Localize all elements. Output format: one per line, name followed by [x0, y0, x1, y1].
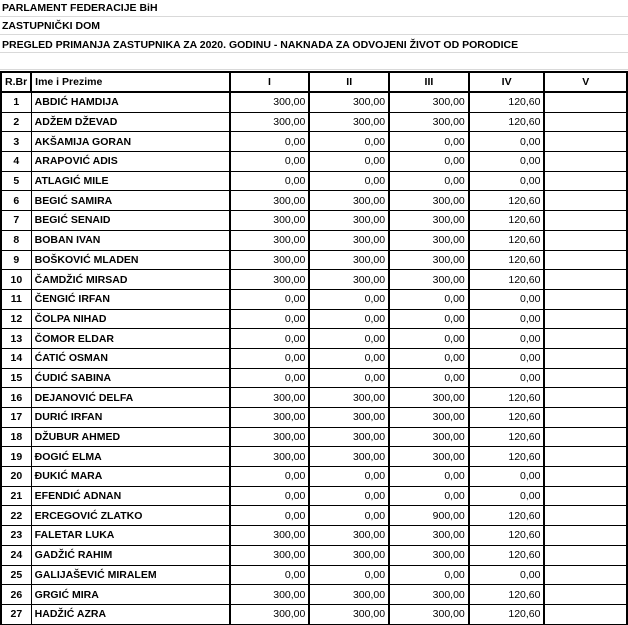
value-v [544, 112, 627, 132]
value-i: 300,00 [230, 191, 310, 211]
value-v [544, 447, 627, 467]
table-row [1, 270, 627, 290]
sheet-gridline [0, 34, 628, 35]
value-iv: 120,60 [469, 526, 545, 546]
row-number: 3 [1, 132, 31, 152]
value-iii: 300,00 [389, 191, 469, 211]
value-i: 0,00 [230, 486, 310, 506]
value-iv: 120,60 [469, 211, 545, 231]
value-i: 0,00 [230, 467, 310, 487]
value-i: 300,00 [230, 408, 310, 428]
value-ii: 0,00 [309, 467, 389, 487]
member-name: ABDIĆ HAMDIJA [31, 92, 229, 112]
col-header-i: I [230, 72, 310, 92]
row-number: 8 [1, 230, 31, 250]
row-number: 12 [1, 309, 31, 329]
table-row [1, 250, 627, 270]
value-v [544, 289, 627, 309]
row-number: 17 [1, 408, 31, 428]
value-ii: 300,00 [309, 526, 389, 546]
value-iv: 120,60 [469, 270, 545, 290]
value-iv: 120,60 [469, 447, 545, 467]
value-iv: 120,60 [469, 408, 545, 428]
table-row [1, 368, 627, 388]
value-iv: 120,60 [469, 92, 545, 112]
value-ii: 0,00 [309, 368, 389, 388]
value-iii: 300,00 [389, 545, 469, 565]
row-number: 14 [1, 348, 31, 368]
value-i: 300,00 [230, 604, 310, 624]
table-row [1, 447, 627, 467]
value-v [544, 329, 627, 349]
row-number: 22 [1, 506, 31, 526]
value-i: 0,00 [230, 348, 310, 368]
value-i: 0,00 [230, 152, 310, 172]
member-name: BEGIĆ SENAID [31, 211, 229, 231]
member-name: BOBAN IVAN [31, 230, 229, 250]
value-iii: 0,00 [389, 309, 469, 329]
table-row [1, 545, 627, 565]
value-ii: 300,00 [309, 230, 389, 250]
value-v [544, 250, 627, 270]
table-row [1, 132, 627, 152]
value-iv: 0,00 [469, 467, 545, 487]
value-ii: 300,00 [309, 92, 389, 112]
table-row [1, 348, 627, 368]
member-name: ĐOGIĆ ELMA [31, 447, 229, 467]
value-iii: 300,00 [389, 604, 469, 624]
value-v [544, 171, 627, 191]
value-ii: 0,00 [309, 132, 389, 152]
value-i: 0,00 [230, 329, 310, 349]
value-iii: 300,00 [389, 211, 469, 231]
value-ii: 300,00 [309, 408, 389, 428]
value-v [544, 467, 627, 487]
value-iii: 0,00 [389, 289, 469, 309]
value-iv: 0,00 [469, 348, 545, 368]
value-v [544, 486, 627, 506]
member-name: DŽUBUR AHMED [31, 427, 229, 447]
member-name: GALIJAŠEVIĆ MIRALEM [31, 565, 229, 585]
table-row [1, 408, 627, 428]
col-header-v: V [544, 72, 627, 92]
col-header-name: Ime i Prezime [31, 72, 229, 92]
row-number: 19 [1, 447, 31, 467]
value-iii: 300,00 [389, 112, 469, 132]
row-number: 16 [1, 388, 31, 408]
value-iv: 120,60 [469, 427, 545, 447]
table-row [1, 427, 627, 447]
row-number: 11 [1, 289, 31, 309]
member-name: ČENGIĆ IRFAN [31, 289, 229, 309]
value-v [544, 270, 627, 290]
value-iv: 0,00 [469, 368, 545, 388]
value-ii: 0,00 [309, 348, 389, 368]
value-iii: 0,00 [389, 368, 469, 388]
value-iv: 0,00 [469, 289, 545, 309]
value-v [544, 191, 627, 211]
value-iii: 300,00 [389, 250, 469, 270]
value-v [544, 506, 627, 526]
row-number: 27 [1, 604, 31, 624]
table-row [1, 467, 627, 487]
header-line-3: PREGLED PRIMANJA ZASTUPNIKA ZA 2020. GODINU - NAKNADA ZA ODVOJENI ŽIVOT OD PORODICE [2, 39, 519, 51]
value-ii: 0,00 [309, 565, 389, 585]
member-name: ARAPOVIĆ ADIS [31, 152, 229, 172]
value-iii: 0,00 [389, 348, 469, 368]
value-i: 0,00 [230, 309, 310, 329]
value-iii: 0,00 [389, 565, 469, 585]
value-ii: 0,00 [309, 486, 389, 506]
member-name: ERCEGOVIĆ ZLATKO [31, 506, 229, 526]
row-number: 13 [1, 329, 31, 349]
value-iv: 120,60 [469, 250, 545, 270]
row-number: 9 [1, 250, 31, 270]
value-v [544, 309, 627, 329]
table-row [1, 152, 627, 172]
value-v [544, 348, 627, 368]
table-row [1, 526, 627, 546]
value-v [544, 211, 627, 231]
value-ii: 0,00 [309, 152, 389, 172]
member-name: EFENDIĆ ADNAN [31, 486, 229, 506]
value-i: 0,00 [230, 506, 310, 526]
value-iii: 300,00 [389, 230, 469, 250]
member-name: DEJANOVIĆ DELFA [31, 388, 229, 408]
row-number: 7 [1, 211, 31, 231]
sheet-gridline [0, 16, 628, 17]
row-number: 26 [1, 585, 31, 605]
value-i: 300,00 [230, 447, 310, 467]
table-row [1, 171, 627, 191]
value-iii: 0,00 [389, 329, 469, 349]
table-row [1, 329, 627, 349]
table-header-row [1, 72, 627, 92]
value-ii: 300,00 [309, 250, 389, 270]
value-iv: 120,60 [469, 545, 545, 565]
member-name: FALETAR LUKA [31, 526, 229, 546]
value-iv: 120,60 [469, 191, 545, 211]
value-v [544, 408, 627, 428]
value-iii: 0,00 [389, 152, 469, 172]
member-name: ATLAGIĆ MILE [31, 171, 229, 191]
row-number: 25 [1, 565, 31, 585]
value-iii: 300,00 [389, 388, 469, 408]
value-v [544, 604, 627, 624]
value-iv: 120,60 [469, 604, 545, 624]
table-row [1, 92, 627, 112]
member-name: HADŽIĆ AZRA [31, 604, 229, 624]
member-name: DURIĆ IRFAN [31, 408, 229, 428]
value-iv: 0,00 [469, 171, 545, 191]
member-name: ĐUKIĆ MARA [31, 467, 229, 487]
table-row [1, 604, 627, 624]
row-number: 23 [1, 526, 31, 546]
member-name: ADŽEM DŽEVAD [31, 112, 229, 132]
header-line-2: ZASTUPNIČKI DOM [2, 20, 100, 32]
value-iv: 120,60 [469, 506, 545, 526]
value-ii: 300,00 [309, 585, 389, 605]
member-name: ĆUDIĆ SABINA [31, 368, 229, 388]
value-iii: 0,00 [389, 467, 469, 487]
row-number: 5 [1, 171, 31, 191]
table-row [1, 309, 627, 329]
value-v [544, 132, 627, 152]
value-i: 300,00 [230, 585, 310, 605]
value-v [544, 565, 627, 585]
value-i: 0,00 [230, 565, 310, 585]
value-iii: 300,00 [389, 408, 469, 428]
value-iv: 0,00 [469, 329, 545, 349]
member-name: ĆATIĆ OSMAN [31, 348, 229, 368]
member-name: ČAMDŽIĆ MIRSAD [31, 270, 229, 290]
value-iii: 300,00 [389, 585, 469, 605]
row-number: 20 [1, 467, 31, 487]
value-v [544, 545, 627, 565]
value-i: 0,00 [230, 289, 310, 309]
value-i: 300,00 [230, 427, 310, 447]
value-iv: 120,60 [469, 585, 545, 605]
value-i: 0,00 [230, 171, 310, 191]
table-row [1, 565, 627, 585]
member-name: GADŽIĆ RAHIM [31, 545, 229, 565]
member-name: AKŠAMIJA GORAN [31, 132, 229, 152]
value-i: 300,00 [230, 211, 310, 231]
value-ii: 0,00 [309, 309, 389, 329]
row-number: 1 [1, 92, 31, 112]
row-number: 6 [1, 191, 31, 211]
value-iv: 120,60 [469, 230, 545, 250]
table-row [1, 486, 627, 506]
value-iii: 300,00 [389, 427, 469, 447]
value-iv: 0,00 [469, 309, 545, 329]
value-iv: 120,60 [469, 112, 545, 132]
table-row [1, 506, 627, 526]
table-row [1, 211, 627, 231]
col-header-ii: II [309, 72, 389, 92]
value-i: 300,00 [230, 388, 310, 408]
col-header-iv: IV [469, 72, 545, 92]
col-header-iii: III [389, 72, 469, 92]
row-number: 24 [1, 545, 31, 565]
table-row [1, 388, 627, 408]
value-iv: 0,00 [469, 132, 545, 152]
table-row [1, 289, 627, 309]
value-ii: 0,00 [309, 329, 389, 349]
value-v [544, 92, 627, 112]
value-ii: 0,00 [309, 289, 389, 309]
value-v [544, 388, 627, 408]
value-iv: 0,00 [469, 152, 545, 172]
member-name: BOŠKOVIĆ MLADEN [31, 250, 229, 270]
value-ii: 300,00 [309, 604, 389, 624]
value-ii: 0,00 [309, 171, 389, 191]
table-row [1, 191, 627, 211]
value-iii: 900,00 [389, 506, 469, 526]
value-iii: 300,00 [389, 270, 469, 290]
table-row [1, 230, 627, 250]
value-iii: 300,00 [389, 526, 469, 546]
col-header-rbr: R.Br [1, 72, 31, 92]
value-i: 300,00 [230, 230, 310, 250]
value-i: 300,00 [230, 112, 310, 132]
member-name: BEGIĆ SAMIRA [31, 191, 229, 211]
row-number: 15 [1, 368, 31, 388]
value-v [544, 230, 627, 250]
value-ii: 300,00 [309, 191, 389, 211]
value-ii: 300,00 [309, 388, 389, 408]
value-ii: 300,00 [309, 270, 389, 290]
value-v [544, 368, 627, 388]
value-i: 300,00 [230, 545, 310, 565]
value-v [544, 526, 627, 546]
row-number: 4 [1, 152, 31, 172]
member-name: ČOMOR ELDAR [31, 329, 229, 349]
value-iii: 300,00 [389, 92, 469, 112]
payments-table [0, 71, 628, 625]
value-ii: 0,00 [309, 506, 389, 526]
value-i: 0,00 [230, 132, 310, 152]
value-i: 0,00 [230, 368, 310, 388]
value-iv: 120,60 [469, 388, 545, 408]
value-ii: 300,00 [309, 112, 389, 132]
value-ii: 300,00 [309, 211, 389, 231]
value-ii: 300,00 [309, 545, 389, 565]
value-i: 300,00 [230, 270, 310, 290]
value-v [544, 427, 627, 447]
sheet-gridline [0, 52, 628, 53]
value-iii: 0,00 [389, 171, 469, 191]
value-v [544, 152, 627, 172]
value-iv: 0,00 [469, 486, 545, 506]
row-number: 21 [1, 486, 31, 506]
header-line-1: PARLAMENT FEDERACIJE BiH [2, 2, 158, 14]
row-number: 2 [1, 112, 31, 132]
row-number: 18 [1, 427, 31, 447]
value-ii: 300,00 [309, 427, 389, 447]
value-iii: 0,00 [389, 486, 469, 506]
value-ii: 300,00 [309, 447, 389, 467]
row-number: 10 [1, 270, 31, 290]
value-i: 300,00 [230, 250, 310, 270]
value-iii: 300,00 [389, 447, 469, 467]
value-i: 300,00 [230, 92, 310, 112]
member-name: GRGIĆ MIRA [31, 585, 229, 605]
table-body [1, 92, 627, 624]
value-iv: 0,00 [469, 565, 545, 585]
value-iii: 0,00 [389, 132, 469, 152]
member-name: ČOLPA NIHAD [31, 309, 229, 329]
value-i: 300,00 [230, 526, 310, 546]
sheet-gridline [0, 69, 628, 70]
table-row [1, 112, 627, 132]
